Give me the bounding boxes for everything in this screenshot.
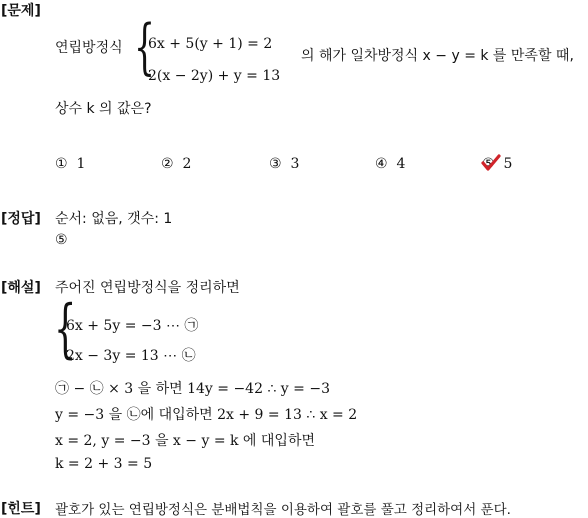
solution-step-3: x = 2, y = −3 을 x − y = k 에 대입하면	[55, 433, 316, 449]
problem-lead: 연립방정식	[55, 40, 123, 56]
system-brace: {	[134, 12, 156, 82]
option-1[interactable]	[55, 156, 85, 172]
problem-equation-2: 2(x − 2y) + y = 13	[148, 68, 281, 84]
option-2-marker: ②	[161, 156, 174, 172]
option-2[interactable]	[161, 156, 191, 172]
answer-line: 순서: 없음, 갯수: 1	[55, 211, 173, 227]
answer-mark: ⑤	[55, 232, 68, 248]
problem-equation-1: 6x + 5(y + 1) = 2	[148, 36, 273, 52]
problem-tag: [문제]	[1, 3, 41, 19]
solution-step-4: k = 2 + 3 = 5	[55, 456, 153, 472]
option-5[interactable]	[482, 156, 512, 172]
solution-tag: [해설]	[1, 280, 41, 296]
answer-tag: [정답]	[1, 211, 41, 227]
solution-intro: 주어진 연립방정식을 정리하면	[55, 280, 240, 296]
solution-brace: {	[54, 292, 77, 366]
solution-step-1: ㉠ − ㉡ × 3 을 하면 14y = −42 ∴ y = −3	[55, 381, 330, 397]
option-4[interactable]	[375, 156, 405, 172]
hint-tag: [힌트]	[1, 501, 41, 517]
option-3-value: 3	[290, 156, 300, 172]
option-2-value: 2	[182, 156, 192, 172]
problem-condition: 의 해가 일차방정식 x − y = k 를 만족할 때,	[301, 48, 574, 64]
problem-question: 상수 k 의 값은?	[55, 101, 152, 117]
option-4-marker: ④	[375, 156, 388, 172]
solution-system-2: 2x − 3y = 13 ⋯ ㉡	[66, 348, 196, 364]
option-1-value: 1	[76, 156, 86, 172]
solution-step-2: y = −3 을 ㉡에 대입하면 2x + 9 = 13 ∴ x = 2	[55, 407, 358, 423]
option-4-value: 4	[396, 156, 406, 172]
option-3-marker: ③	[269, 156, 282, 172]
option-5-marker: ⑤	[482, 156, 499, 172]
solution-system-1: 6x + 5y = −3 ⋯ ㉠	[66, 318, 199, 334]
option-3[interactable]	[269, 156, 299, 172]
check-icon	[481, 154, 501, 172]
hint-text: 괄호가 있는 연립방정식은 분배법칙을 이용하여 괄호를 풀고 정리하여서 푼다.	[55, 502, 511, 518]
option-5-value: 5	[503, 156, 513, 172]
option-1-marker: ①	[55, 156, 68, 172]
